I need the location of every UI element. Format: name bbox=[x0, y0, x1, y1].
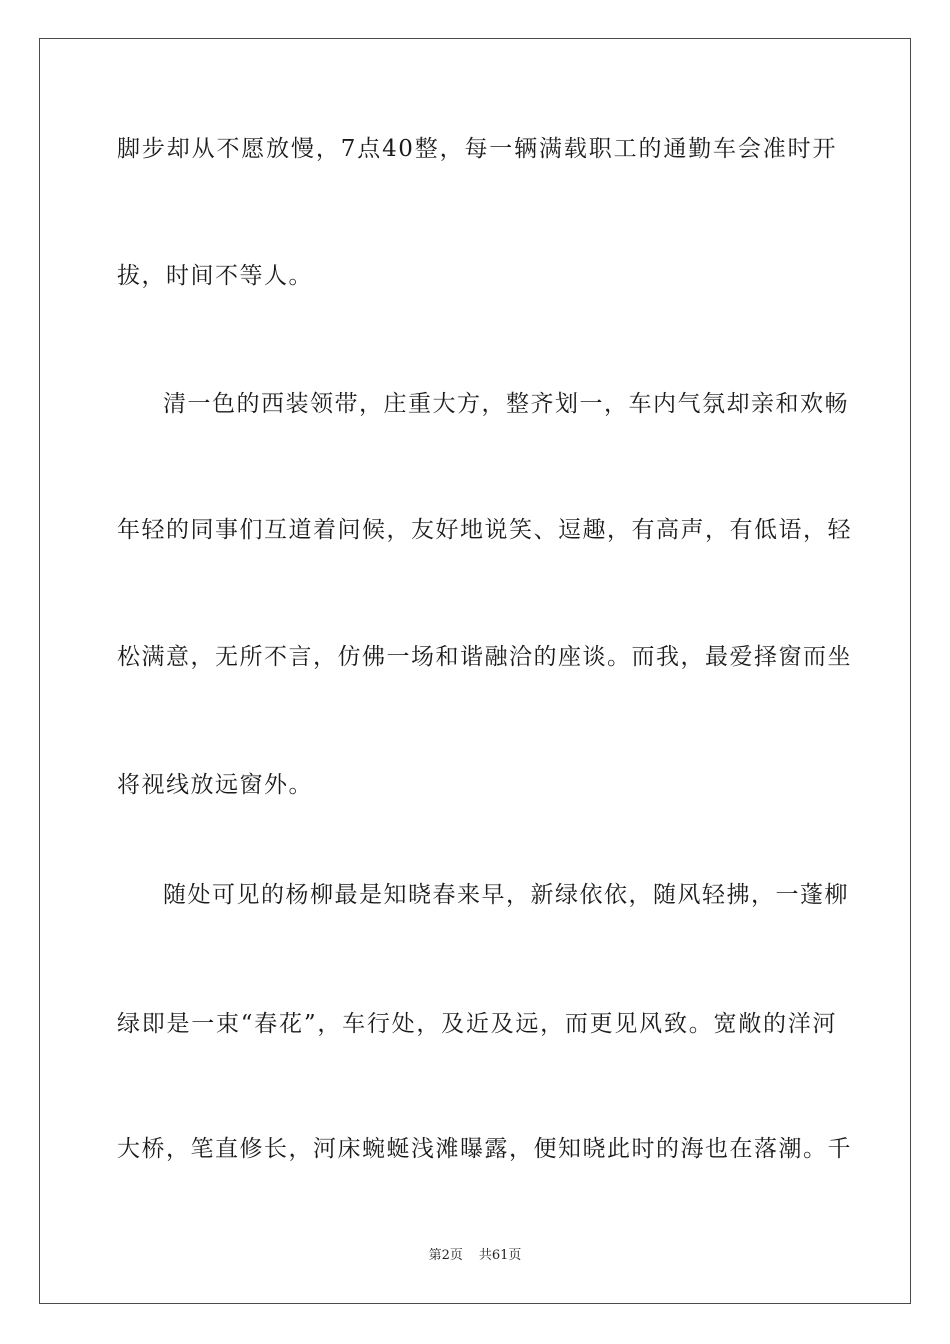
body-text-line: 年轻的同事们互道着问候，友好地说笑、逗趣，有高声，有低语，轻 bbox=[117, 517, 852, 543]
body-text-line: 松满意，无所不言，仿佛一场和谐融洽的座谈。而我，最爱择窗而坐 bbox=[117, 644, 852, 670]
page-footer bbox=[0, 1247, 950, 1265]
body-text-line: 大桥，笔直修长，河床蜿蜒浅滩曝露，便知晓此时的海也在落潮。千 bbox=[117, 1136, 852, 1162]
paragraph-first-line: 随处可见的杨柳最是知晓春来早，新绿依依，随风轻拂，一蓬柳 bbox=[163, 882, 849, 908]
page-total: 共61页 bbox=[478, 1248, 522, 1263]
body-text-line: 将视线放远窗外。 bbox=[117, 772, 313, 798]
body-text-line: 绿即是一束“春花”，车行处，及近及远，而更见风致。宽敞的洋河 bbox=[117, 1011, 837, 1037]
body-text-line: 拔，时间不等人。 bbox=[117, 263, 313, 289]
paragraph-first-line: 清一色的西装领带，庄重大方，整齐划一，车内气氛却亲和欢畅 bbox=[163, 391, 849, 417]
page-number: 第2页 bbox=[428, 1248, 463, 1263]
body-text-line: 脚步却从不愿放慢，7点40整，每一辆满载职工的通勤车会准时开 bbox=[117, 136, 837, 162]
